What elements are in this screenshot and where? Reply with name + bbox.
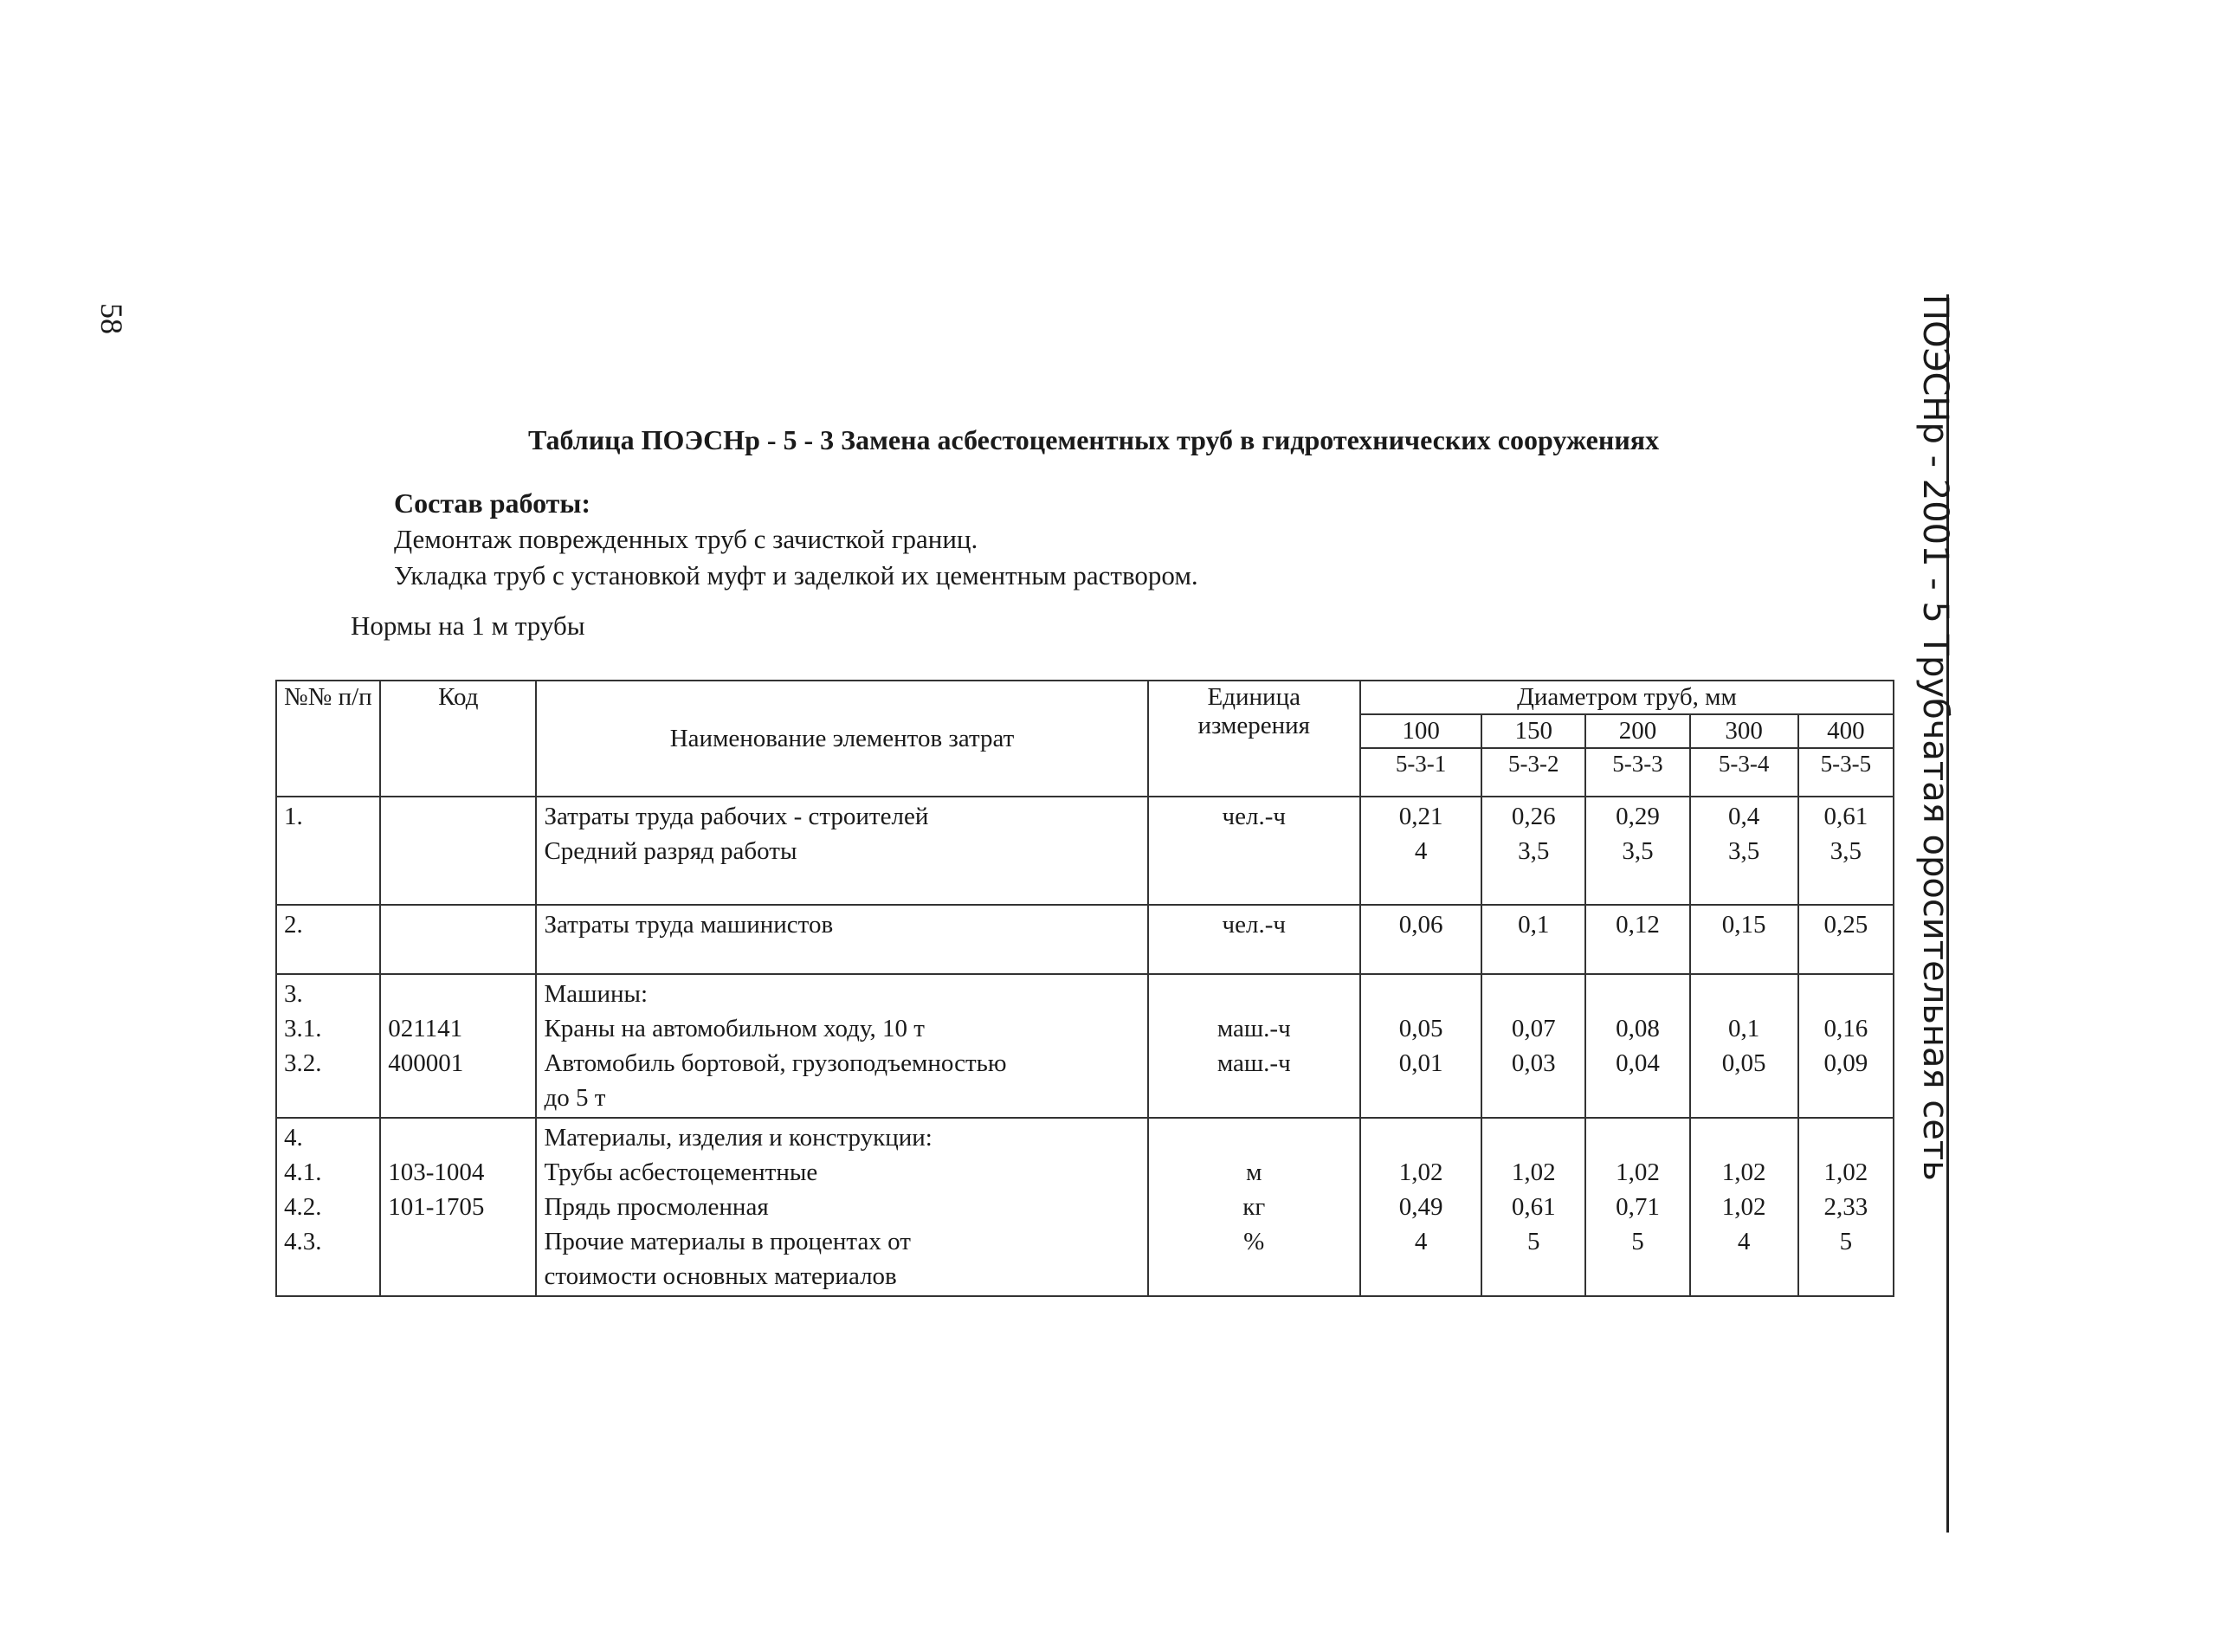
cell-value: 0,05 0,01 [1360, 974, 1481, 1118]
header-size: 300 [1690, 714, 1798, 748]
cell-value: 0,4 3,5 [1690, 797, 1798, 905]
header-size: 400 [1798, 714, 1894, 748]
header-norm-code: 5-3-3 [1585, 748, 1689, 797]
side-header: ПОЭСНр - 2001 - 5 Трубчатая оросительная сеть [1915, 294, 1955, 1181]
cell-value: 1,02 0,61 5 [1481, 1118, 1585, 1296]
header-row [276, 681, 1894, 714]
norms-table [275, 680, 1894, 1297]
cell-unit: м кг % [1148, 1118, 1360, 1296]
cell-value: 0,1 0,05 [1690, 974, 1798, 1118]
cell-value: 0,1 [1481, 905, 1585, 974]
cell-name: Затраты труда машинистов [536, 905, 1147, 974]
cell-no: 1. [276, 797, 380, 905]
cell-value: 0,06 [1360, 905, 1481, 974]
cell-value: 0,26 3,5 [1481, 797, 1585, 905]
cell-no: 2. [276, 905, 380, 974]
cell-name: Материалы, изделия и конструкции: Трубы асбестоцементные Прядь просмоленная Прочие материалы в процентах от стоимости основных материалов [536, 1118, 1147, 1296]
cell-value: 0,07 0,03 [1481, 974, 1585, 1118]
header-norm-code: 5-3-5 [1798, 748, 1894, 797]
table-row [276, 797, 1894, 905]
cell-unit: чел.-ч [1148, 797, 1360, 905]
cell-value: 1,02 1,02 4 [1690, 1118, 1798, 1296]
cell-code: 021141 400001 [380, 974, 536, 1118]
cell-value: 0,25 [1798, 905, 1894, 974]
cell-value: 0,61 3,5 [1798, 797, 1894, 905]
header-size: 100 [1360, 714, 1481, 748]
cell-code [380, 905, 536, 974]
cell-value: 1,02 0,49 4 [1360, 1118, 1481, 1296]
norms-label: Нормы на 1 м трубы [351, 610, 585, 641]
cell-value: 0,29 3,5 [1585, 797, 1689, 905]
header-size: 200 [1585, 714, 1689, 748]
header-norm-code: 5-3-4 [1690, 748, 1798, 797]
header-norm-code: 5-3-2 [1481, 748, 1585, 797]
cell-value: 0,12 [1585, 905, 1689, 974]
cell-no: 3. 3.1. 3.2. [276, 974, 380, 1118]
table-row [276, 905, 1894, 974]
cell-value: 0,08 0,04 [1585, 974, 1689, 1118]
cell-value: 1,02 2,33 5 [1798, 1118, 1894, 1296]
work-composition [394, 485, 1198, 594]
cell-value: 0,21 4 [1360, 797, 1481, 905]
cell-unit: чел.-ч [1148, 905, 1360, 974]
header-name: Наименование элементов затрат [536, 681, 1147, 797]
header-no: №№ п/п [276, 681, 380, 797]
table-title: Таблица ПОЭСНр - 5 - 3 Замена асбестоцементных труб в гидротехнических сооружениях [528, 424, 1660, 455]
header-diameter: Диаметром труб, мм [1360, 681, 1894, 714]
cell-unit: маш.-ч маш.-ч [1148, 974, 1360, 1118]
header-unit: Единица измерения [1148, 681, 1360, 797]
header-code: Код [380, 681, 536, 797]
composition-line: Демонтаж поврежденных труб с зачисткой границ. [394, 524, 978, 554]
cell-value: 1,02 0,71 5 [1585, 1118, 1689, 1296]
composition-heading: Состав работы: [394, 487, 591, 519]
table-row [276, 974, 1894, 1118]
cell-name: Затраты труда рабочих - строителей Средний разряд работы [536, 797, 1147, 905]
page-number: 58 [94, 303, 129, 334]
header-size: 150 [1481, 714, 1585, 748]
cell-value: 0,15 [1690, 905, 1798, 974]
cell-name: Машины: Краны на автомобильном ходу, 10 т Автомобиль бортовой, грузоподъемностью до 5 т [536, 974, 1147, 1118]
composition-line: Укладка труб с установкой муфт и заделкой их цементным раствором. [394, 560, 1198, 590]
table-row [276, 1118, 1894, 1296]
cell-value: 0,16 0,09 [1798, 974, 1894, 1118]
cell-code: 103-1004 101-1705 [380, 1118, 536, 1296]
cell-code [380, 797, 536, 905]
cell-no: 4. 4.1. 4.2. 4.3. [276, 1118, 380, 1296]
header-norm-code: 5-3-1 [1360, 748, 1481, 797]
